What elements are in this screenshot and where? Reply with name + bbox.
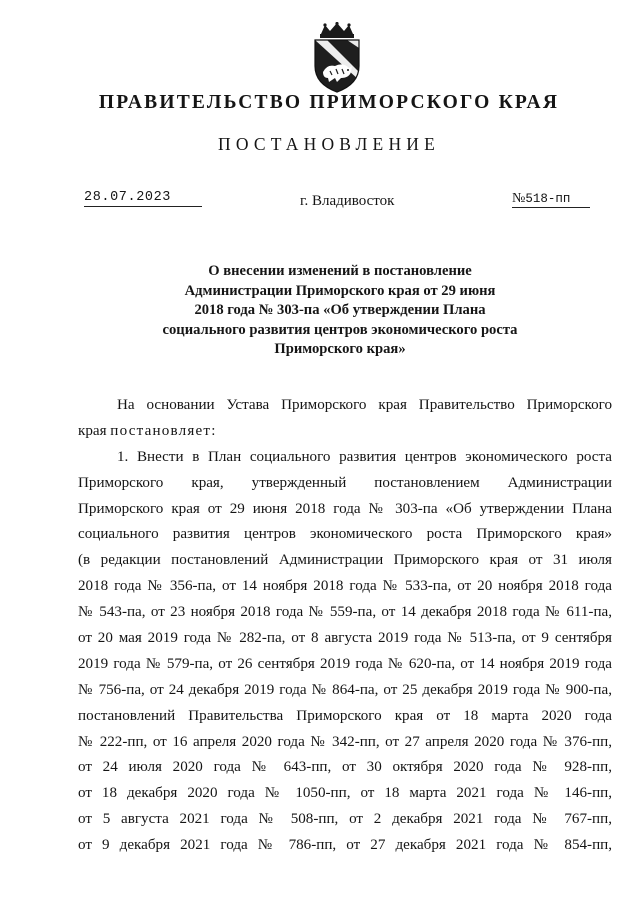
preamble-line-2 — [78, 419, 612, 445]
document-type: ПОСТАНОВЛЕНИЕ — [217, 134, 441, 154]
body-line: 1. Внести в План социального развития центров экономического роста — [117, 448, 612, 465]
body-line: (в редакции постановлений Администрации Приморского края от 31 июля — [78, 552, 612, 569]
preamble-line: На основании Устава Приморского края Правительство Приморского — [117, 397, 612, 413]
body-line: № 222-пп, от 16 апреля 2020 года № 342-пп, от 27 апреля 2020 года № 376-пп, — [78, 733, 612, 750]
body-line: 2018 года № 356-па, от 14 ноября 2018 года № 533-па, от 20 ноября 2018 года — [78, 578, 612, 595]
subject-line: Администрации Приморского края от 29 июня — [184, 282, 496, 299]
subject-line: Приморского края» — [274, 341, 406, 357]
preamble-text: края — [78, 422, 111, 439]
body-line: от 9 декабря 2021 года № 786-пп, от 27 декабря 2021 года № 854-пп, — [78, 837, 612, 854]
body-line: от 20 мая 2019 года № 282-па, от 8 августа 2019 года № 513-па, от 9 сентября — [78, 630, 612, 647]
subject-line: О внесении изменений в постановление — [208, 263, 472, 279]
document-number — [512, 191, 590, 208]
body-line: от 24 июля 2020 года № 643-пп, от 30 октября 2020 года № 928-пп, — [78, 759, 612, 776]
body-line: № 543-па, от 23 ноября 2018 года № 559-па, от 14 декабря 2018 года № 611-па, — [78, 604, 612, 621]
coat-of-arms-emblem — [303, 22, 371, 94]
body-line: 2019 года № 579-па, от 26 сентября 2019 года № 620-па, от 14 ноября 2019 года — [78, 655, 612, 672]
subject-line: 2018 года № 303-па «Об утверждении Плана — [194, 302, 486, 318]
number-value: 518-пп — [525, 192, 571, 206]
body-line: от 5 августа 2021 года № 508-пп, от 2 декабря 2021 года № 767-пп, — [78, 811, 612, 828]
body-line: № 756-па, от 24 декабря 2019 года № 864-па, от 25 декабря 2019 года № 900-па, — [78, 681, 612, 698]
resolves-word: постановляет: — [110, 422, 217, 439]
body-line: социального развития центров экономического роста Приморского края» — [78, 526, 612, 543]
body-line: Приморского края, утвержденный постановлением Администрации — [78, 474, 612, 491]
subject-line: социального развития центров экономического роста — [162, 321, 518, 338]
body-line: Приморского края от 29 июня 2018 года № 303-па «Об утверждении Плана — [78, 500, 612, 517]
number-prefix: № — [512, 191, 526, 206]
document-city: г. Владивосток — [300, 193, 395, 209]
government-title: ПРАВИТЕЛЬСТВО ПРИМОРСКОГО КРАЯ — [98, 92, 560, 113]
document-date: 28.07.2023 — [84, 190, 202, 207]
body-line: от 18 декабря 2020 года № 1050-пп, от 18 марта 2021 года № 146-пп, — [78, 785, 612, 802]
document-body — [78, 393, 612, 859]
body-line: постановлений Правительства Приморского края от 18 марта 2020 года — [78, 707, 612, 724]
document-subject — [120, 262, 560, 360]
